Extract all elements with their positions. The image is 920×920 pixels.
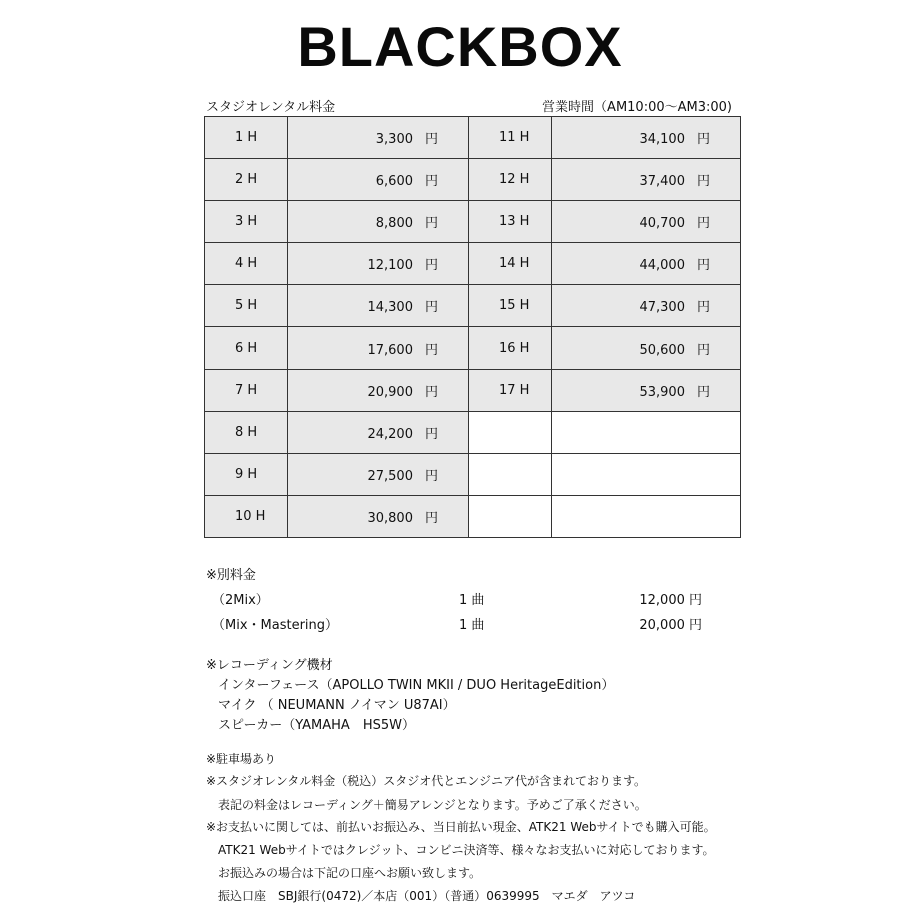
price-cell xyxy=(552,201,741,243)
note-payment: ※お支払いに関しては、前払いお振込み、当日前払い現金、ATK21 Webサイトでも購入可能。 xyxy=(206,820,716,834)
hour-cell: 6 H xyxy=(205,327,288,369)
yen-unit: 円 xyxy=(424,216,438,232)
bank-account: 振込口座 SBJ銀行(0472)／本店（001）（普通）0639995 マエダ アツコ xyxy=(218,889,636,903)
price-value: 8,800 xyxy=(375,216,413,232)
table-label: スタジオレンタル料金 xyxy=(206,100,336,115)
price-value: 40,700 xyxy=(639,216,685,232)
yen-unit: 円 xyxy=(696,342,710,358)
hour-cell: 1 H xyxy=(205,117,288,159)
price-value: 20,900 xyxy=(367,384,413,400)
price-value: 37,400 xyxy=(639,174,685,190)
extra-row-2mix xyxy=(206,589,702,607)
price-cell xyxy=(288,369,469,411)
price-cell xyxy=(288,285,469,327)
hour-cell: 9 H xyxy=(205,453,288,495)
extras-heading: ※別料金 xyxy=(206,568,256,583)
equipment-heading: ※レコーディング機材 xyxy=(206,658,333,673)
table-row xyxy=(205,285,741,327)
table-row xyxy=(205,159,741,201)
yen-unit: 円 xyxy=(424,132,438,148)
price-value: 12,100 xyxy=(367,258,413,274)
hour-cell: 8 H xyxy=(205,411,288,453)
yen-unit: 円 xyxy=(424,426,438,442)
price-cell xyxy=(552,369,741,411)
extra-price: 20,000 円 xyxy=(639,618,702,633)
table-row xyxy=(205,369,741,411)
equipment-speaker: スピーカー（YAMAHA HS5W） xyxy=(218,718,415,733)
price-cell xyxy=(552,159,741,201)
hour-cell: 14 H xyxy=(469,243,552,285)
extra-name: （Mix・Mastering） xyxy=(212,618,339,633)
yen-unit: 円 xyxy=(424,342,438,358)
price-cell xyxy=(552,327,741,369)
hour-cell: 15 H xyxy=(469,285,552,327)
note-payment-transfer: お振込みの場合は下記の口座へお願い致します。 xyxy=(218,866,482,880)
table-row xyxy=(205,243,741,285)
price-cell xyxy=(288,159,469,201)
hour-cell: 3 H xyxy=(205,201,288,243)
hour-cell: 10 H xyxy=(205,495,288,537)
price-value: 50,600 xyxy=(639,342,685,358)
price-value: 44,000 xyxy=(639,258,685,274)
price-value: 6,600 xyxy=(375,174,413,190)
hour-cell: 16 H xyxy=(469,327,552,369)
price-value: 14,300 xyxy=(367,300,413,316)
yen-unit: 円 xyxy=(424,468,438,484)
yen-unit: 円 xyxy=(424,384,438,400)
yen-unit: 円 xyxy=(696,258,710,274)
empty-cell xyxy=(469,495,552,537)
hour-cell: 11 H xyxy=(469,117,552,159)
price-value: 47,300 xyxy=(639,300,685,316)
extra-qty: 1 曲 xyxy=(459,593,485,608)
page-title: BLACKBOX xyxy=(297,15,623,78)
yen-unit: 円 xyxy=(696,384,710,400)
empty-cell xyxy=(552,411,741,453)
yen-unit: 円 xyxy=(696,300,710,316)
hour-cell: 4 H xyxy=(205,243,288,285)
empty-cell xyxy=(469,411,552,453)
price-cell xyxy=(552,285,741,327)
equipment-interface: インターフェース（APOLLO TWIN MKII / DUO HeritageEdition） xyxy=(218,678,615,693)
equipment-microphone: マイク （ NEUMANN ノイマン U87AI） xyxy=(218,698,456,713)
table-row xyxy=(205,411,741,453)
extra-price: 12,000 円 xyxy=(639,593,702,608)
hour-cell: 17 H xyxy=(469,369,552,411)
table-row xyxy=(205,117,741,159)
table-row xyxy=(205,453,741,495)
table-row xyxy=(205,201,741,243)
price-cell xyxy=(288,327,469,369)
empty-cell xyxy=(552,495,741,537)
price-cell xyxy=(288,243,469,285)
price-cell xyxy=(288,411,469,453)
price-cell xyxy=(288,453,469,495)
yen-unit: 円 xyxy=(424,300,438,316)
price-value: 34,100 xyxy=(639,132,685,148)
price-value: 53,900 xyxy=(639,384,685,400)
hour-cell: 12 H xyxy=(469,159,552,201)
yen-unit: 円 xyxy=(696,132,710,148)
hour-cell: 13 H xyxy=(469,201,552,243)
price-cell xyxy=(288,201,469,243)
price-value: 17,600 xyxy=(367,342,413,358)
yen-unit: 円 xyxy=(696,174,710,190)
yen-unit: 円 xyxy=(424,510,438,526)
note-parking: ※駐車場あり xyxy=(206,752,277,766)
empty-cell xyxy=(469,453,552,495)
price-cell xyxy=(552,243,741,285)
price-value: 30,800 xyxy=(367,510,413,526)
yen-unit: 円 xyxy=(424,258,438,274)
note-tax: ※スタジオレンタル料金（税込）スタジオ代とエンジニア代が含まれております。 xyxy=(206,774,647,788)
price-value: 3,300 xyxy=(375,132,413,148)
price-cell xyxy=(552,117,741,159)
table-row xyxy=(205,495,741,537)
note-tax-detail: 表記の料金はレコーディング＋簡易アレンジとなります。予めご了承ください。 xyxy=(218,798,647,812)
hour-cell: 7 H xyxy=(205,369,288,411)
empty-cell xyxy=(552,453,741,495)
price-cell xyxy=(288,117,469,159)
price-cell xyxy=(288,495,469,537)
extra-qty: 1 曲 xyxy=(459,618,485,633)
yen-unit: 円 xyxy=(424,174,438,190)
price-value: 24,200 xyxy=(367,426,413,442)
extra-name: （2Mix） xyxy=(212,593,269,608)
rate-table xyxy=(204,116,741,538)
note-payment-web: ATK21 Webサイトではクレジット、コンビニ決済等、様々なお支払いに対応しております。 xyxy=(218,843,715,857)
hour-cell: 5 H xyxy=(205,285,288,327)
business-hours: 営業時間（AM10:00〜AM3:00) xyxy=(542,100,732,115)
hour-cell: 2 H xyxy=(205,159,288,201)
extra-row-mix-mastering xyxy=(206,614,702,632)
yen-unit: 円 xyxy=(696,216,710,232)
price-value: 27,500 xyxy=(367,468,413,484)
table-row xyxy=(205,327,741,369)
